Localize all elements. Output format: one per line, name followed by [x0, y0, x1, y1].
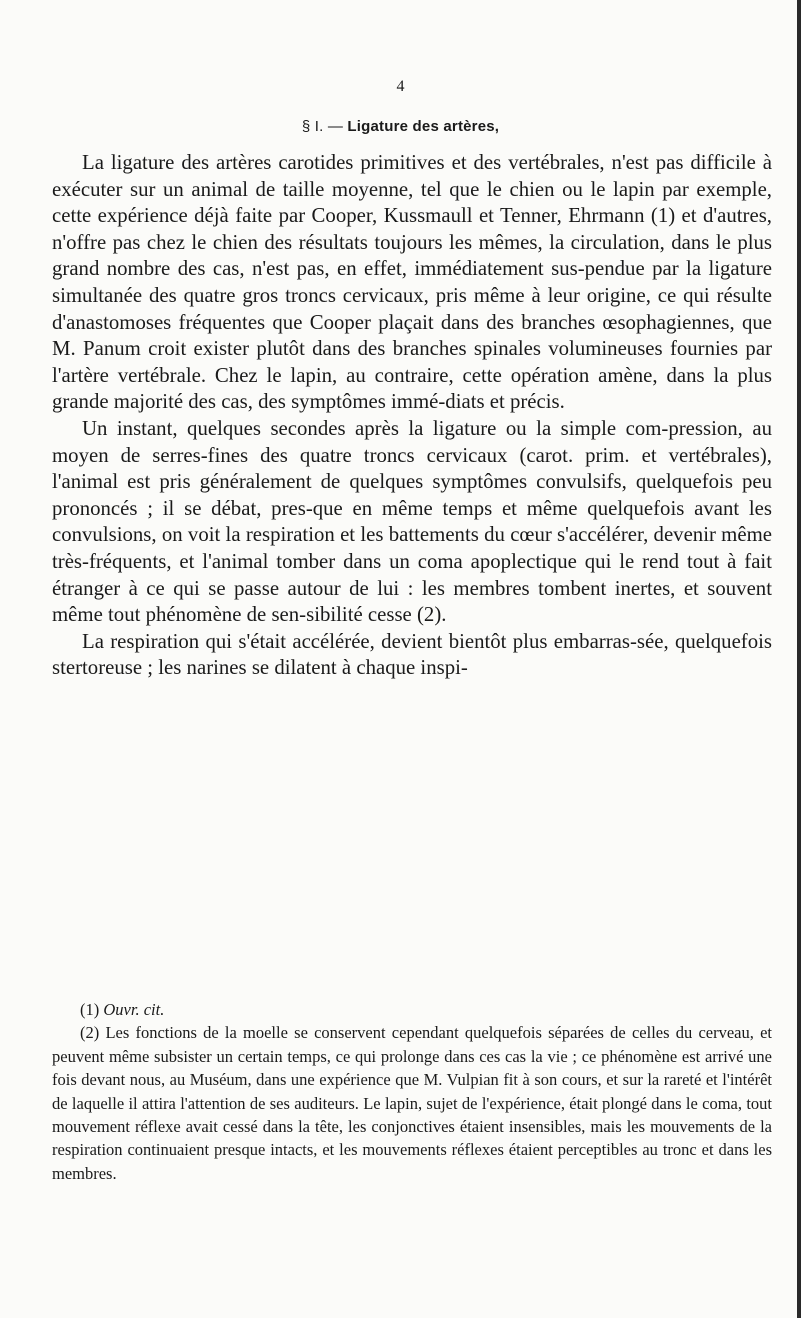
section-prefix: § I. — [301, 118, 348, 135]
footnotes [52, 998, 772, 1185]
paragraph-1: La ligature des artères carotides primitives et des vertébrales, n'est pas difficile à exécuter sur un animal de taille moyenne, tel que le chien ou le lapin par exemple, cette expérience déjà faite par Cooper, Kussmaull et Tenner, Ehrmann (1) et d'autres, n'offre pas chez le chien des résultats toujours les mêmes, la circulation, dans le plus grand nombre des cas, n'est pas, en effet, immédiatement sus-pendue par la ligature simultanée des quatre gros troncs cervicaux, pris même à leur origine, ce qui résulte d'anastomoses fréquentes que Cooper plaçait dans des branches œsophagiennes, que M. Panum croit exister plutôt dans des branches spinales volumineuses fournies par l'artère vertébrale. Chez le lapin, au contraire, cette opération amène, dans la plus grande majorité des cas, des symptômes immé-diats et précis. [52, 151, 772, 414]
page-edge-shadow [797, 0, 801, 1318]
footnote-1-marker: (1) [80, 1000, 104, 1019]
main-text [52, 150, 772, 682]
footnote-2: (2) Les fonctions de la moelle se conservent cependant quelquefois séparées de celles du cerveau, et peuvent même subsister un certain temps, ce qui prolonge dans ces cas la vie ; ce phénomène est arrivé une fois devant nous, au Muséum, dans une expérience que M. Vulpian fit à son cours, et sur la rareté et l'intérêt de laquelle il attira l'attention de ses auditeurs. Le lapin, sujet de l'expérience, était plongé dans le coma, tout mouvement réflexe avait cessé dans la tête, les conjonctives étaient insensibles, mais les mouvements de la respiration continuaient presque intacts, et les mouvements réflexes étaient perceptibles au tronc et dans les membres. [52, 1023, 772, 1183]
section-heading [0, 118, 801, 135]
footnote-1 [52, 998, 772, 1021]
page-number: 4 [396, 78, 405, 95]
footnote-1-text: Ouvr. cit. [103, 1000, 165, 1019]
paragraph-3: La respiration qui s'était accélérée, devient bientôt plus embarras-sée, quelquefois stertoreuse ; les narines se dilatent à chaque inspi- [52, 629, 772, 680]
section-title: Ligature des artères, [347, 118, 500, 135]
paragraph-2: Un instant, quelques secondes après la ligature ou la simple com-pression, au moyen de serres-fines des quatre troncs cervicaux (carot. prim. et vertébrales), l'animal est pris généralement de quelques symptômes convulsifs, quelquefois peu prononcés ; il se débat, pres-que en même temps et même quelquefois avant les convulsions, on voit la respiration et les battements du cœur s'accélérer, devenir même très-fréquents, et l'animal tomber dans un coma apoplectique qui le rend tout à fait étranger à ce qui se passe autour de lui : les membres tombent inertes, et souvent même tout phénomène de sen-sibilité cesse (2). [52, 416, 772, 627]
